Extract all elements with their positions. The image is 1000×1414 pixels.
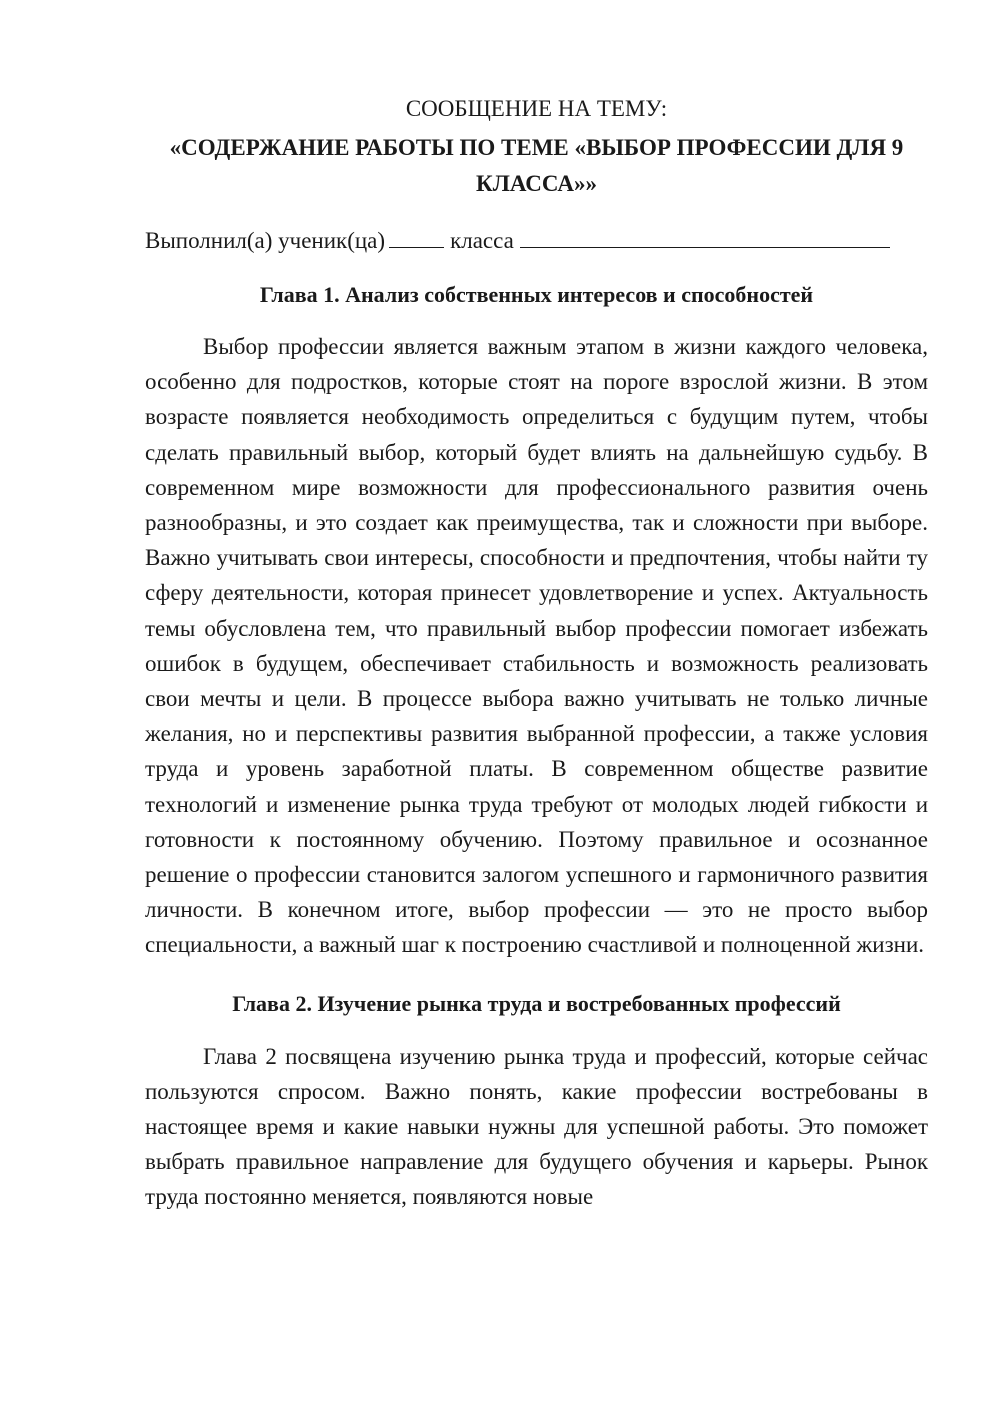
chapter-2-heading: Глава 2. Изучение рынка труда и востребованных профессий: [232, 990, 841, 1016]
student-label: Выполнил(а) ученик(ца): [145, 228, 386, 253]
class-label: класса: [450, 228, 514, 253]
document-page: [145, 92, 928, 1215]
class-number-blank: [389, 227, 444, 248]
chapter-1-heading: Глава 1. Анализ собственных интересов и способностей: [259, 282, 814, 307]
student-name-blank: [520, 227, 890, 248]
chapter-2-paragraph: Глава 2 посвящена изучению рынка труда и профессий, которые сейчас пользуются спросом. Важно понять, какие профессии востребованы в настоящее время и какие навыки нужны для успешной работы. Это поможет выбрать правильное направление для будущего обучения и карьеры. Рынок труда постоянно меняется, появляются новые: [145, 1043, 928, 1210]
student-info-line: [145, 224, 928, 258]
document-header: СООБЩЕНИЕ НА ТЕМУ:: [405, 96, 668, 121]
document-title: «СОДЕРЖАНИЕ РАБОТЫ ПО ТЕМЕ «ВЫБОР ПРОФЕССИИ ДЛЯ 9 КЛАССА»»: [169, 135, 904, 196]
chapter-1-paragraph: Выбор профессии является важным этапом в жизни каждого человека, особенно для подростков, которые стоят на пороге взрослой жизни. В этом возрасте появляется необходимость определиться с будущим путем, чтобы сделать правильный выбор, который будет влиять на дальнейшую судьбу. В современном мире возможности для профессионального развития очень разнообразны, и это создает как преимущества, так и сложности при выборе. Важно учитывать свои интересы, способности и предпочтения, чтобы найти ту сферу деятельности, которая принесет удовлетворение и успех. Актуальность темы обусловлена тем, что правильный выбор профессии помогает избежать ошибок в будущем, обеспечивает стабильность и возможность реализовать свои мечты и цели. В процессе выбора важно учитывать не только личные желания, но и перспективы развития выбранной профессии, а также условия труда и уровень заработной платы. В современном обществе развитие технологий и изменение рынка труда требуют от молодых людей гибкости и готовности к постоянному обучению. Поэтому правильное и осознанное решение о профессии становится залогом успешного и гармоничного развития личности. В конечном итоге, выбор профессии — это не просто выбор специальности, а важный шаг к построению счастливой и полноценной жизни.: [145, 334, 928, 958]
